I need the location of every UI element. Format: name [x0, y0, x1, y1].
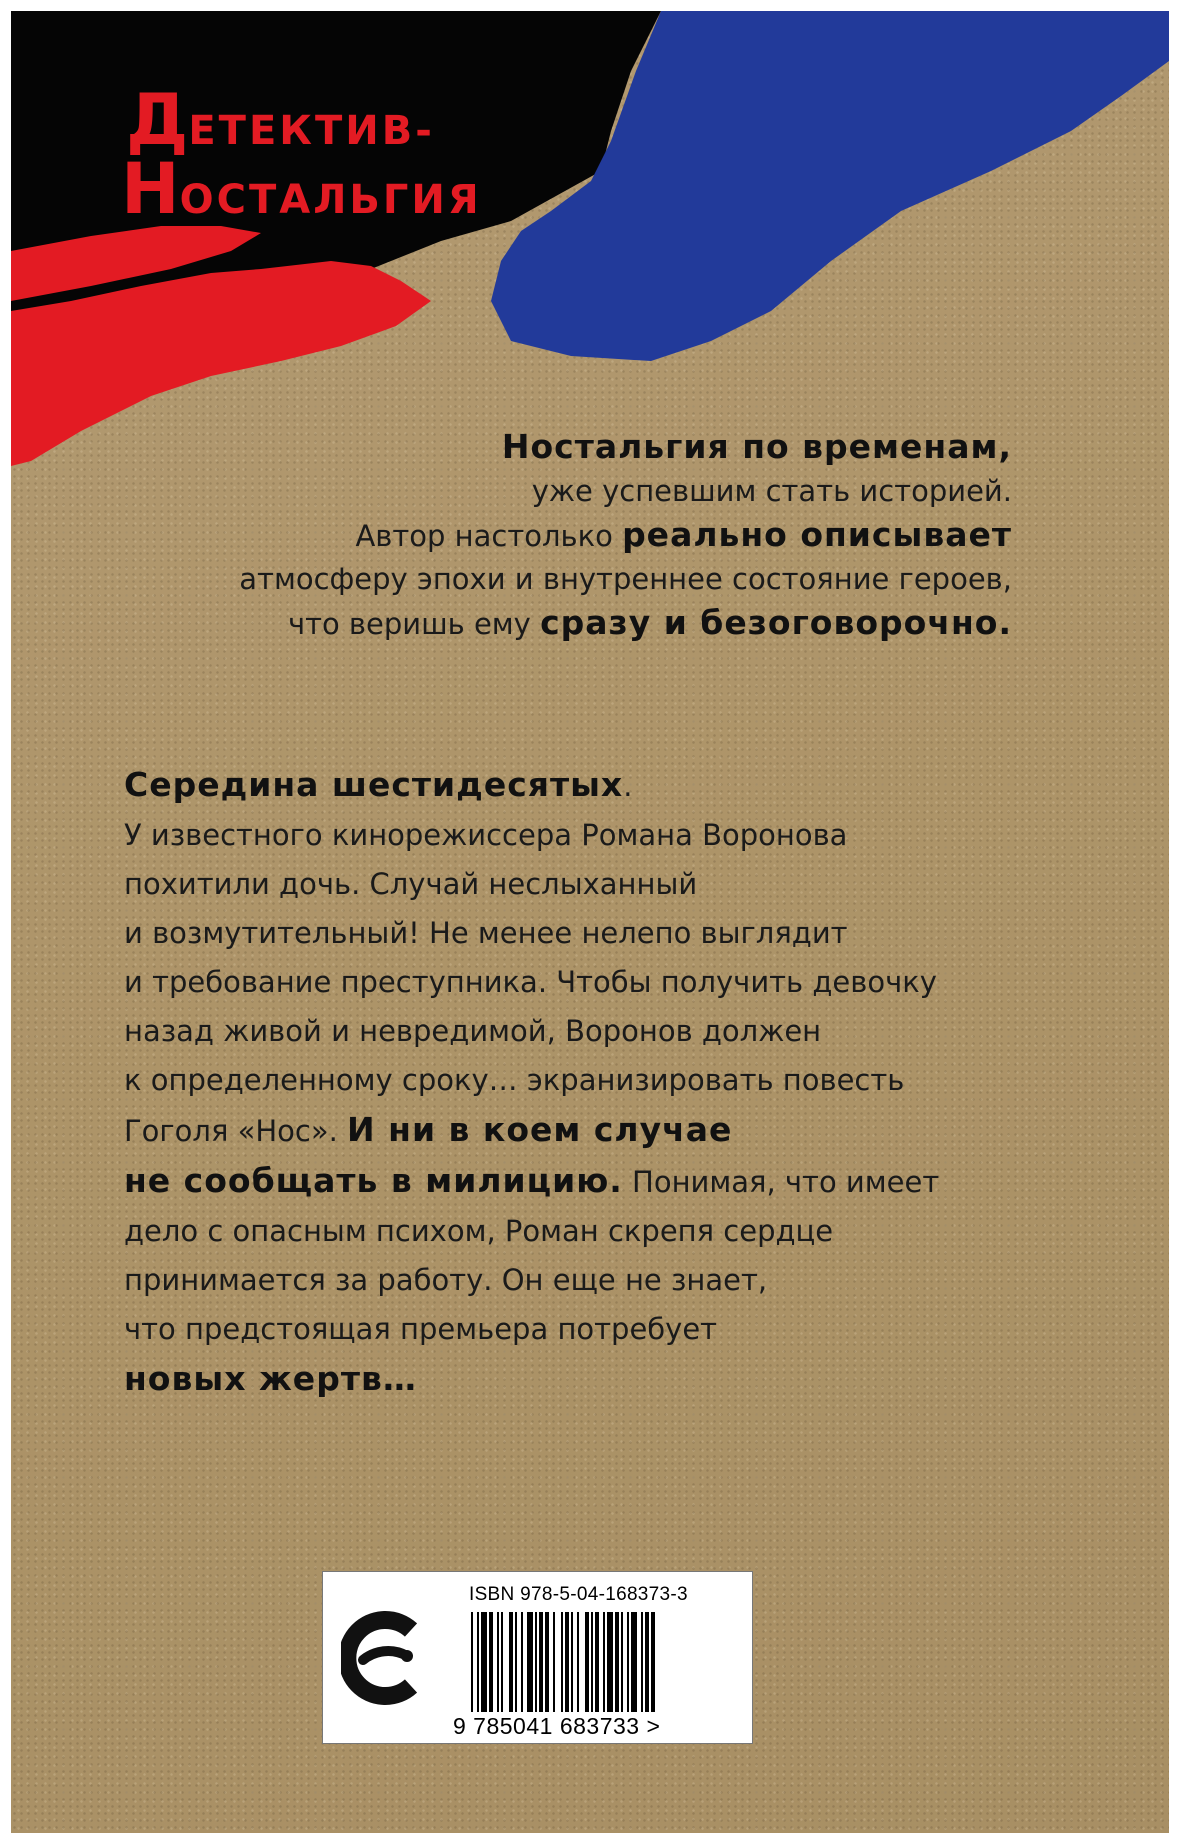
- barcode-bar: [607, 1612, 613, 1712]
- barcode-bar: [615, 1612, 619, 1712]
- synopsis-line-7a: Гоголя «Нос».: [124, 1114, 348, 1148]
- synopsis-line-4: и требование преступника. Чтобы получить девочку: [124, 965, 937, 999]
- synopsis-line-12: новых жертв…: [124, 1359, 417, 1398]
- synopsis-line-11: что предстоящая премьера потребует: [124, 1312, 718, 1346]
- blurb-line-3b: реально описывает: [622, 515, 1012, 554]
- series-title-initial-2: Н: [121, 148, 180, 230]
- publisher-logo-icon: [341, 1608, 433, 1708]
- synopsis-line-8a: не сообщать в милицию.: [124, 1161, 623, 1200]
- synopsis-line-3: и возмутительный! Не менее нелепо выглядит: [124, 916, 848, 950]
- synopsis: [124, 760, 1054, 1405]
- series-title-line2: [121, 148, 482, 230]
- barcode-bar: [481, 1612, 487, 1712]
- barcode-bar: [621, 1612, 623, 1712]
- barcode-bar: [631, 1612, 637, 1712]
- barcode-bar: [561, 1612, 563, 1712]
- barcode-bar: [577, 1612, 579, 1712]
- barcode-bar: [641, 1612, 643, 1712]
- review-blurb: [239, 425, 1012, 646]
- blurb-line-5b: сразу и безоговорочно.: [540, 603, 1012, 642]
- series-logo: [121, 79, 482, 230]
- blurb-line-4: атмосферу эпохи и внутреннее состояние героев,: [239, 562, 1012, 596]
- barcode-bar: [515, 1612, 517, 1712]
- blurb-line-1: Ностальгия по временам,: [501, 427, 1012, 466]
- barcode-bar: [565, 1612, 569, 1712]
- synopsis-line-9: дело с опасным психом, Роман скрепя сердце: [124, 1214, 834, 1248]
- barcode-bar: [553, 1612, 555, 1712]
- barcode-bar: [585, 1612, 589, 1712]
- barcode-bar: [521, 1612, 523, 1712]
- synopsis-line-6: к определенному сроку… экранизировать повесть: [124, 1063, 905, 1097]
- barcode-bar: [509, 1612, 513, 1712]
- barcode-bars: [471, 1612, 733, 1712]
- synopsis-line-8b: Понимая, что имеет: [622, 1165, 940, 1199]
- synopsis-line-2: похитили дочь. Случай неслыханный: [124, 867, 698, 901]
- barcode-bar: [477, 1612, 479, 1712]
- barcode-bar: [603, 1612, 605, 1712]
- barcode-bar: [645, 1612, 649, 1712]
- barcode-bar: [545, 1612, 549, 1712]
- synopsis-line-5: назад живой и невредимой, Воронов должен: [124, 1014, 822, 1048]
- synopsis-line-1: У известного кинорежиссера Романа Воронова: [124, 818, 848, 852]
- book-back-cover: [11, 11, 1169, 1833]
- barcode-bar: [501, 1612, 503, 1712]
- barcode-bar: [527, 1612, 533, 1712]
- barcode-bar: [571, 1612, 573, 1712]
- barcode-bar: [535, 1612, 537, 1712]
- barcode-bar: [627, 1612, 629, 1712]
- synopsis-heading-dot: .: [623, 769, 633, 803]
- barcode-bar: [539, 1612, 543, 1712]
- barcode-bar: [471, 1612, 473, 1712]
- series-title-rest-1: ЕТЕКТИВ-: [188, 108, 435, 154]
- barcode-bar: [497, 1612, 499, 1712]
- synopsis-heading: Середина шестидесятых: [124, 765, 624, 804]
- series-title-rest-2: ОСТАЛЬГИЯ: [179, 177, 482, 223]
- barcode-bar: [595, 1612, 599, 1712]
- barcode-bar: [489, 1612, 493, 1712]
- series-title-initial-1: Д: [126, 79, 189, 161]
- barcode-bar: [651, 1612, 655, 1712]
- isbn-text: ISBN 978-5-04-168373-3: [469, 1584, 688, 1605]
- ean-digits: 9 785041 683733 >: [453, 1713, 661, 1739]
- blurb-line-2: уже успевшим стать историей.: [531, 474, 1012, 508]
- blurb-line-5a: что веришь ему: [287, 607, 541, 641]
- barcode-bar: [591, 1612, 593, 1712]
- synopsis-line-7b: И ни в коем случае: [347, 1110, 733, 1149]
- barcode-panel: [322, 1571, 753, 1744]
- synopsis-line-10: принимается за работу. Он еще не знает,: [124, 1263, 768, 1297]
- blurb-line-3a: Автор настолько: [355, 519, 623, 553]
